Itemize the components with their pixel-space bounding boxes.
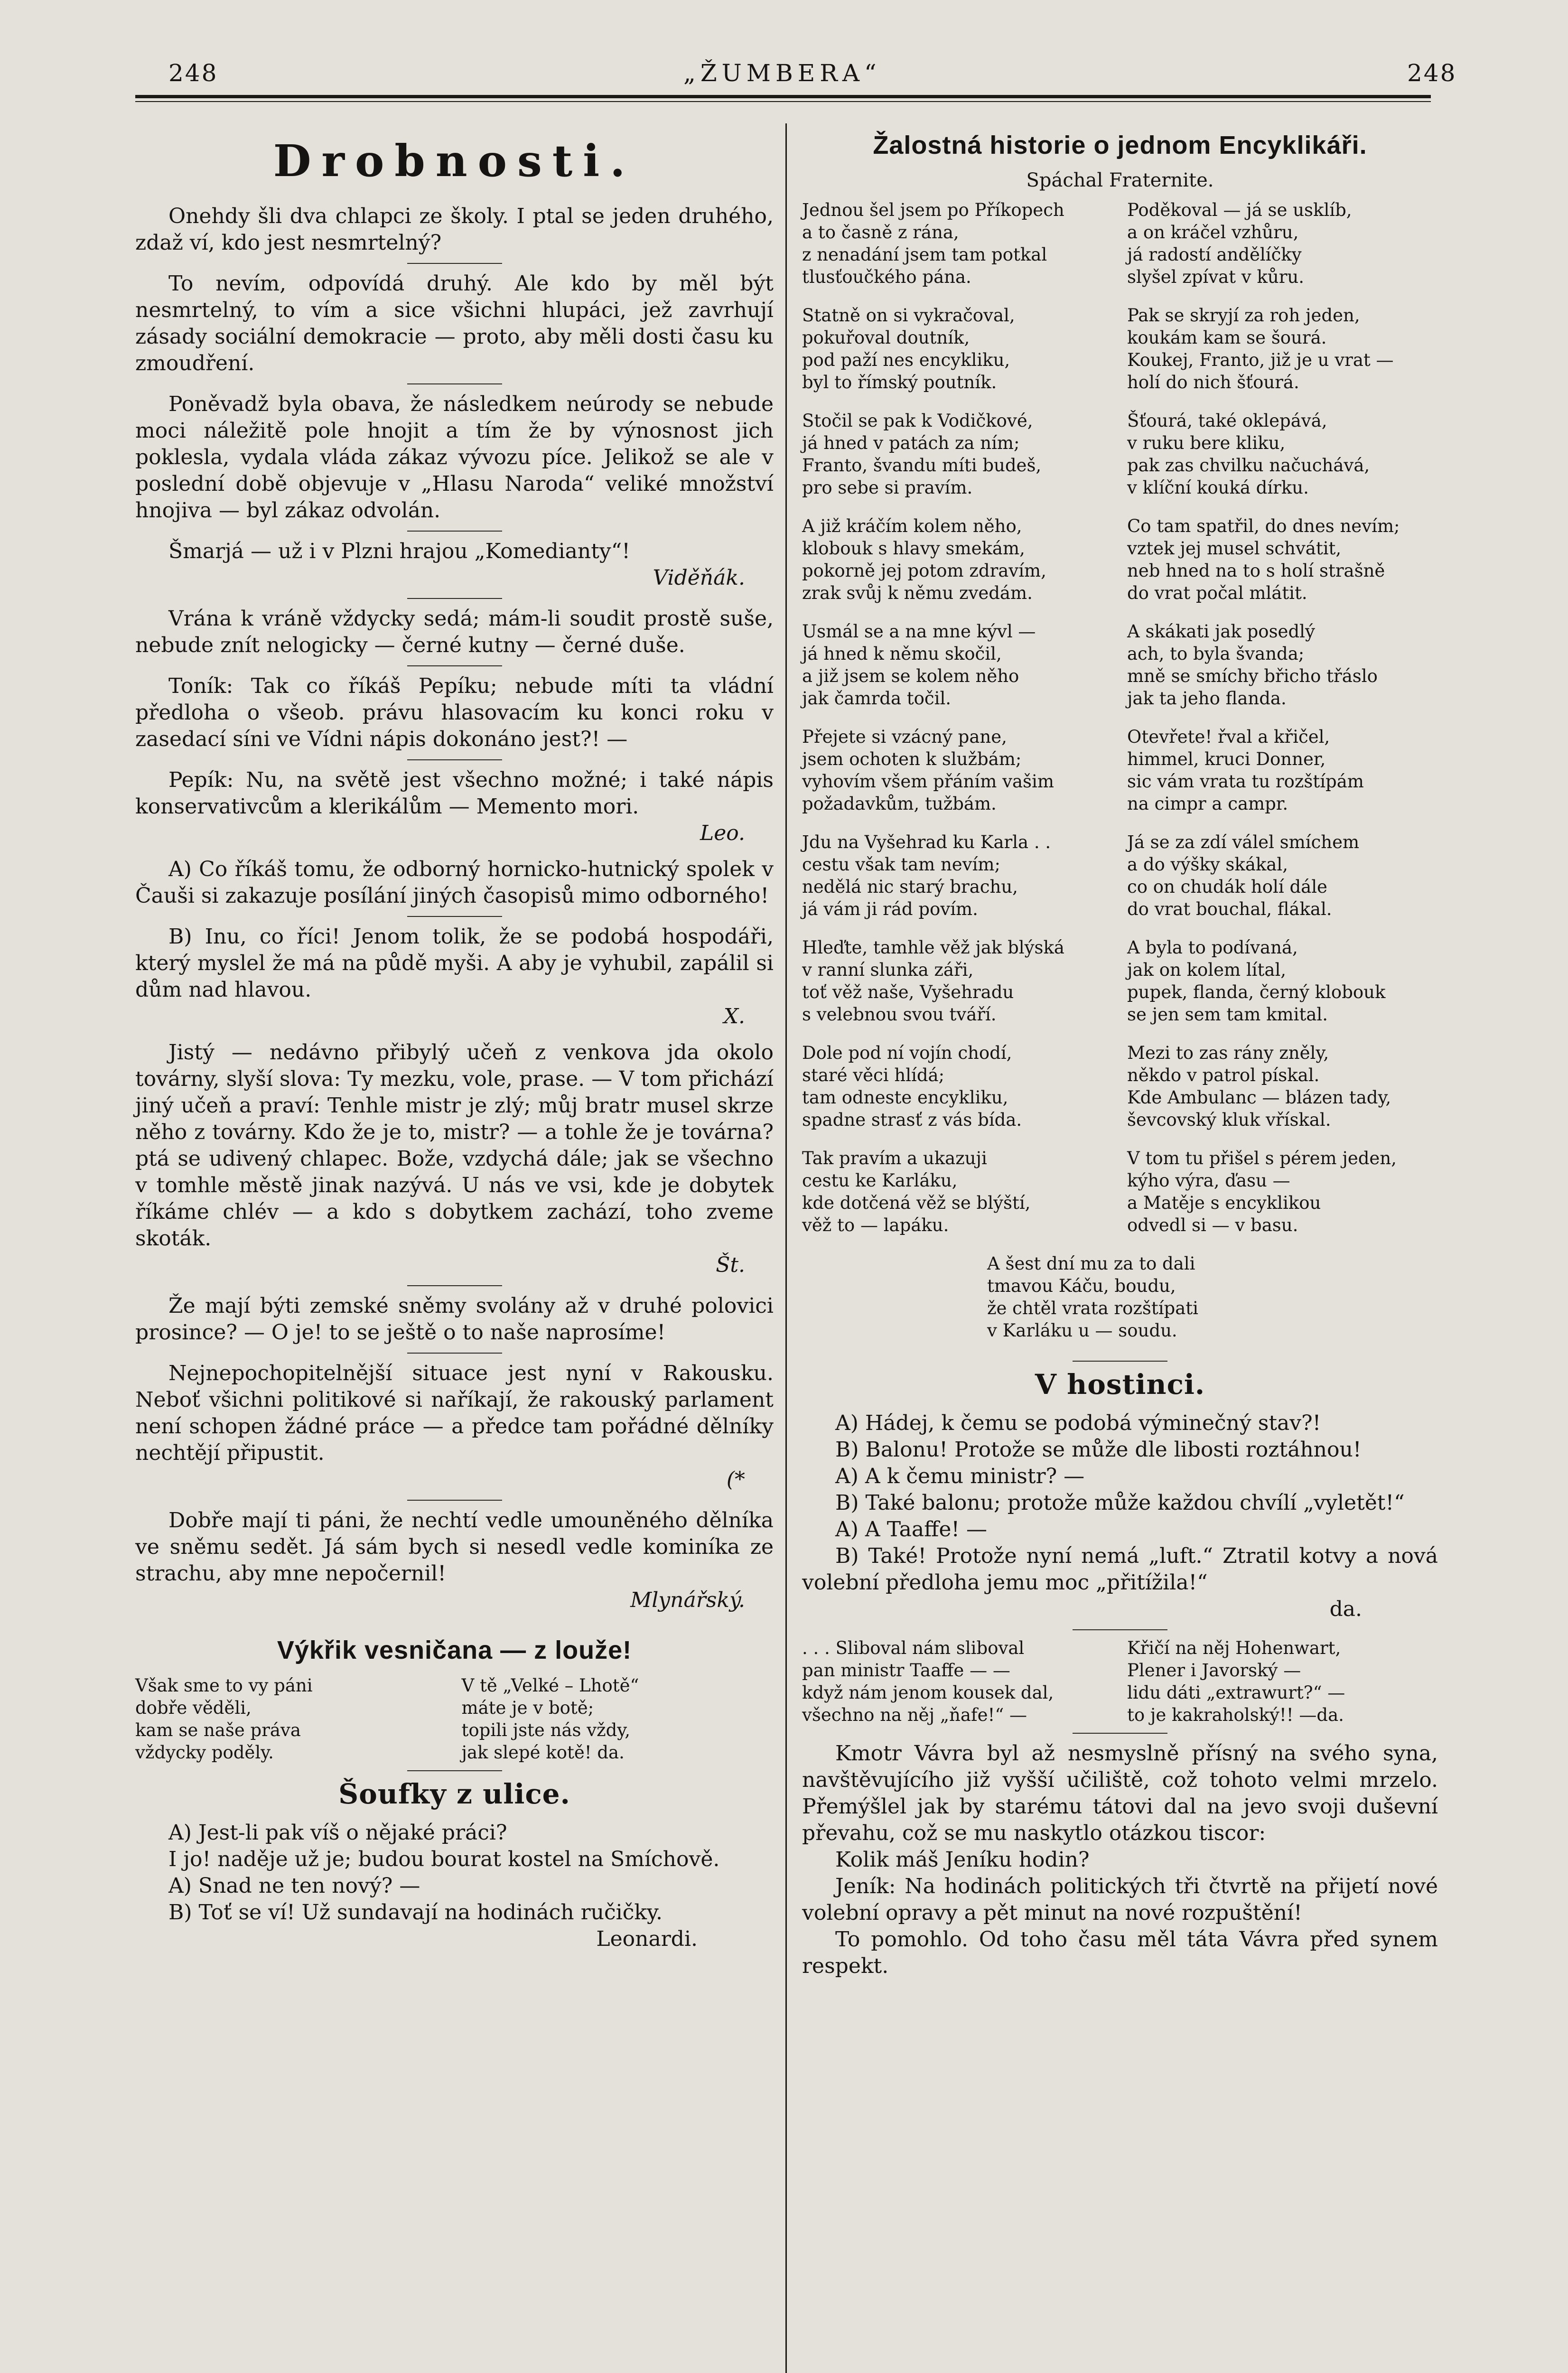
poem-stanza: Co tam spatřil, do dnes nevím; vztek jej musel schvátit, neb hned na to s holí strašně do vrat počal mlátit. [1127, 516, 1400, 603]
poem-stanza: Statně on si vykračoval, pokuřoval doutník, pod paží nes encykliku, byl to římský poutník. [802, 305, 1015, 392]
poem-stanza: A byla to podívaná, jak on kolem lítal, pupek, flanda, černý klobouk se jen sem tam kmital. [1127, 937, 1386, 1025]
hostinci-line: B) Balonu! Protože se může dle libosti roztáhnou! [835, 1438, 1362, 1462]
drobnosti-items [135, 203, 774, 1614]
item-separator [407, 598, 502, 599]
section-heading-soufky: Šoufky z ulice. [338, 1778, 570, 1810]
left-column [135, 126, 774, 1953]
item-separator [407, 665, 502, 666]
soufky-line: A) Jest-li pak víš o nějaké práci? [168, 1821, 507, 1845]
drobnosti-item: Onehdy šli dva chlapci ze školy. I ptal se jeden druhého, zdaž ví, kdo jest nesmrtelný? [135, 204, 774, 255]
poem-stanza: Dole pod ní vojín chodí, staré věci hlídá; tam odneste encykliku, spadne strasť z vás bída. [802, 1043, 1022, 1130]
item-separator [407, 1353, 502, 1354]
vavra-paragraph: Kmotr Vávra byl až nesmyslně přísný na svého syna, navštěvujícího již vyšší učiliště, což tohoto velmi mrzelo. Přemýšlel jak by starému tátovi dal na jevo svoji duševní převahu, což se mu naskytlo otázkou tiscor: [802, 1741, 1438, 1845]
section-heading-hostinci: V hostinci. [1035, 1368, 1205, 1401]
poem-stanza: A již kráčím kolem něho, klobouk s hlavy smekám, pokorně jej potom zdravím, zrak svůj k němu zvedám. [802, 516, 1046, 603]
drobnosti-item: Pepík: Nu, na světě jest všechno možné; i také nápis konservativcům a klerikálům — Memento mori. [135, 768, 774, 819]
hostinci-line: A) A k čemu ministr? — [835, 1464, 1085, 1488]
soufky-line: I jo! naděje už je; budou bourat kostel na Smíchově. [168, 1847, 720, 1871]
drobnosti-item: Nejnepochopitelnější situace jest nyní v Rakousku. Neboť všichni politikové si naříkají, že rakouský parlament není schopen žádné práce — a předce tam pořádné dělníky nechtějí připustit. [135, 1361, 774, 1465]
column-divider [785, 123, 787, 2373]
poem-byline: Spáchal Fraternite. [1026, 169, 1214, 191]
hostinci-signature: da. [1329, 1597, 1362, 1621]
sliboval-stanza-left: . . . Sliboval nám sliboval pan ministr Taaffe — — když nám jenom kousek dal, všechno na něj „ňafe!“ — [802, 1638, 1054, 1725]
item-signature: (* [726, 1467, 745, 1492]
item-separator [407, 759, 502, 760]
poem-stanza: Šťourá, také oklepává, v ruku bere kliku, pak zas chvilku načuchává, v klíční kouká dírku. [1127, 411, 1370, 498]
drobnosti-item: Vrána k vráně vždycky sedá; mám-li soudit prostě suše, nebude znít nelogicky — černé kutny — černé duše. [135, 607, 774, 657]
poem-stanza: V tom tu přišel s pérem jeden, kýho výra, ďasu — a Matěje s encyklikou odvedl si — v basu. [1127, 1148, 1397, 1235]
item-signature: Leo. [700, 821, 745, 845]
item-signature: Viděňák. [653, 566, 745, 590]
poem-title: Žalostná historie o jednom Encyklikáři. [873, 131, 1367, 159]
poem-stanza: Pak se skryjí za roh jeden, koukám kam se šourá. Koukej, Franto, již je u vrat — holí do nich šťourá. [1127, 305, 1394, 392]
poem-stanza: Jednou šel jsem po Příkopech a to časně z rána, z nenadání jsem tam potkal tlusťoučkého pána. [802, 200, 1064, 287]
drobnosti-item: Poněvadž byla obava, že následkem neúrody se nebude moci náležitě pole hnojit a tím že by výnosnost jich poklesla, vydala vláda zákaz vývozu píce. Jelikož se ale v poslední době objevuje v „Hlasu Naroda“ veliké množství hnojiva — byl zákaz odvolán. [135, 392, 774, 523]
item-signature: Mlynářský. [630, 1588, 745, 1612]
item-separator [407, 263, 502, 264]
header-rule-thin [135, 101, 1431, 102]
vavra-paragraph: Jeník: Na hodinách politických tři čtvrtě na přijetí nové volební opravy a pět minut na nové rozpuštění! [802, 1874, 1438, 1925]
drobnosti-item: A) Co říkáš tomu, že odborný hornicko-hutnický spolek v Čauši si zakazuje posílání jiných časopisů mimo odborného! [135, 857, 774, 908]
hostinci-line: B) Také! Protože nyní nemá „luft.“ Ztratil kotvy a nová volební předloha jemu moc „přitížila!“ [802, 1544, 1438, 1595]
poem-stanza: Poděkoval — já se usklíb, a on kráčel vzhůru, já radostí andělíčky slyšel zpívat v kůru. [1127, 200, 1352, 287]
item-signature: X. [723, 1004, 745, 1028]
soufky-line: A) Snad ne ten nový? — [168, 1874, 420, 1898]
drobnosti-item: Že mají býti zemské sněmy svolány až v druhé polovici prosince? — O je! to se ještě o to naše naprosíme! [135, 1294, 774, 1345]
header-rule-thick [135, 95, 1431, 98]
poem-stanzas [802, 199, 1438, 1342]
page-number-right: 248 [1407, 59, 1457, 87]
drobnosti-item: To nevím, odpovídá druhý. Ale kdo by měl být nesmrtelný, to vím a sice všichni hlupáci, jež zavrhují zásady sociální demokracie — proto, aby měli dosti času ku zmoudření. [135, 271, 774, 375]
vavra-anecdote [802, 1740, 1438, 1980]
drobnosti-item: Dobře mají ti páni, že nechtí vedle umouněného dělníka ve sněmu sedět. Já sám bych si nesedl vedle kominíka ze strachu, aby mne nepočernil! [135, 1508, 774, 1586]
item-separator [407, 1500, 502, 1501]
section-heading-vykrik: Výkřik vesničana — z louže! [277, 1636, 632, 1664]
sliboval-stanza-right: Křičí na něj Hohenwart, Plener i Javorský — lidu dáti „extrawurt?“ — to je kakraholský!! —da. [1127, 1638, 1345, 1725]
drobnosti-item: Jistý — nedávno přibylý učeň z venkova jda okolo továrny, slyší slova: Ty mezku, vole, prase. — V tom přichází jiný učeň a praví: Tenhle mistr je zlý; můj bratr musel skrze něho z továrny. Kdo že je to, mistr? — a tohle že je továrna? ptá se udivený chlapec. Bože, vzdychá dále; jak se všechno v tomhle městě jinak nazývá. U nás ve vsi, kde je dobytek říkáme chlév — a kdo s dobytkem zachází, toho zveme skoták. [135, 1040, 774, 1251]
masthead-title: „ŽUMBERA“ [683, 59, 881, 87]
poem-stanza: Přejete si vzácný pane, jsem ochoten k službám; vyhovím všem přáním vašim požadavkům, tužbám. [802, 727, 1054, 814]
vavra-paragraph: To pomohlo. Od toho času měl táta Vávra před synem respekt. [802, 1927, 1438, 1978]
vavra-paragraph: Kolik máš Jeníku hodin? [835, 1848, 1090, 1872]
poem-stanza: A skákati jak posedlý ach, to byla švanda; mně se smíchy břicho třáslo jak ta jeho flanda. [1127, 621, 1378, 709]
item-separator [407, 916, 502, 917]
poem-stanza: Stočil se pak k Vodičkové, já hned v patách za ním; Franto, švandu míti budeš, pro sebe si pravím. [802, 411, 1042, 498]
drobnosti-item: Toník: Tak co říkáš Pepíku; nebude míti ta vládní předloha o všeob. právu hlasovacím ku konci roku v zasedací síni ve Vídni nápis dokonáno jest?! — [135, 674, 774, 751]
item-separator [407, 1285, 502, 1286]
page-number-left: 248 [168, 59, 218, 87]
soufky-line: B) Toť se ví! Už sundavají na hodinách ručičky. [168, 1900, 663, 1925]
hostinci-line: A) A Taaffe! — [835, 1517, 988, 1542]
section-heading-drobnosti: Drobnosti. [273, 135, 636, 187]
poem-stanza: Jdu na Vyšehrad ku Karla . . cestu však tam nevím; nedělá nic starý brachu, já vám ji rád povím. [802, 832, 1051, 919]
right-column [802, 126, 1438, 1980]
poem-stanza: Já se za zdí válel smíchem a do výšky skákal, co on chudák holí dále do vrat bouchal, flákal. [1127, 832, 1360, 919]
poem-stanza: Otevřete! řval a křičel, himmel, kruci Donner, sic vám vrata tu rozštípám na cimpr a campr. [1127, 727, 1364, 814]
sliboval-poem [802, 1637, 1438, 1726]
drobnosti-item: B) Inu, co říci! Jenom tolik, že se podobá hospodáři, který myslel že má na půdě myši. A aby je vyhubil, zapálil si dům nad hlavou. [135, 925, 774, 1002]
poem-stanza: Usmál se a na mne kývl — já hned k němu skočil, a již jsem se kolem něho jak čamrda točil. [802, 621, 1036, 709]
hostinci-line: A) Hádej, k čemu se podobá výminečný stav?! [835, 1411, 1321, 1435]
vykrik-stanza-right: V tě „Velké – Lhotě“ máte je v botě; topili jste nás vždy, jak slepé kotě! da. [461, 1675, 639, 1763]
drobnosti-item: Šmarjá — už i v Plzni hrajou „Komedianty“! [168, 539, 630, 563]
poem-stanza: A šest dní mu za to dali tmavou Káču, boudu, že chtěl vrata rozštípati v Karláku u — soudu. [987, 1253, 1198, 1341]
item-signature: Št. [716, 1253, 745, 1277]
soufky-signature: Leonardi. [596, 1927, 698, 1951]
poem-stanza: Hleďte, tamhle věž jak blýská v ranní slunka záři, toť věž naše, Vyšehradu s velebnou svou tváří. [802, 937, 1064, 1025]
vykrik-poem [135, 1674, 774, 1764]
poem-stanza: Mezi to zas rány zněly, někdo v patrol pískal. Kde Ambulanc — blázen tady, ševcovský kluk vřískal. [1127, 1043, 1391, 1130]
item-separator [407, 383, 502, 384]
vykrik-stanza-left: Však sme to vy páni dobře věděli, kam se naše práva vždycky poděly. [135, 1675, 313, 1763]
hostinci-line: B) Také balonu; protože může každou chvílí „vyletět!“ [835, 1491, 1405, 1515]
item-separator [407, 531, 502, 532]
poem-stanza: Tak pravím a ukazuji cestu ke Karláku, kde dotčená věž se blýští, věž to — lapáku. [802, 1148, 1031, 1235]
